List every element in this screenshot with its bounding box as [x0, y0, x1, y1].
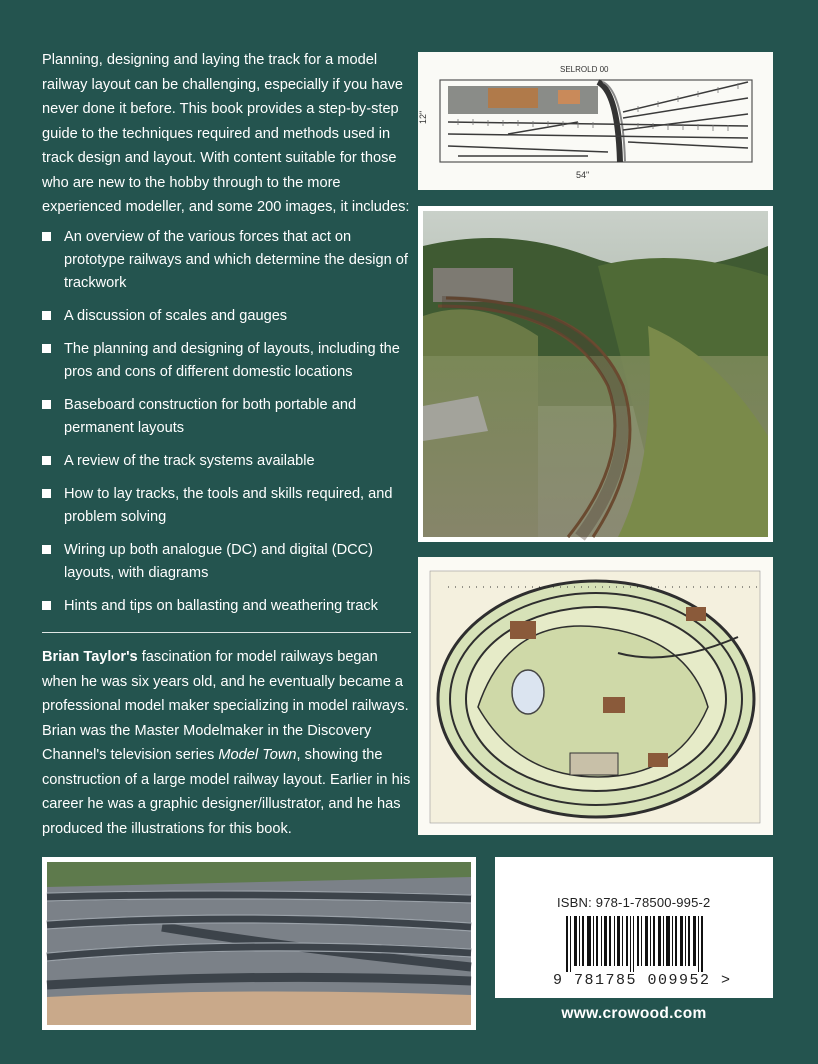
list-item: Wiring up both analogue (DC) and digital (DCC) layouts, with diagrams: [42, 539, 414, 585]
section-divider: [42, 632, 411, 633]
bullet-square-icon: [42, 400, 51, 409]
author-bio: Brian Taylor's fascination for model railways began when he was six years old, and he eventually became a professional model maker specializing in model railways. Brian was the Master Modelmaker in the Discovery Channel's television series Model Town, showing the construction of a large model railway layout. Earlier in his career he was a graphic designer/illustrator, and he has produced the illustrations for this book.: [42, 649, 411, 837]
oval-layout-plan-image: [418, 557, 773, 835]
isbn-barcode-panel: [495, 857, 773, 1030]
curved-track-photo-image: [418, 206, 773, 542]
sketch-width-label: 54": [576, 170, 590, 180]
bullet-square-icon: [42, 344, 51, 353]
bullet-square-icon: [42, 456, 51, 465]
bullet-square-icon: [42, 601, 51, 610]
isbn-number: ISBN: 978-1-78500-995-2: [557, 895, 711, 910]
list-item: A discussion of scales and gauges: [42, 305, 414, 328]
barcode-graphic: [566, 916, 704, 972]
list-item: The planning and designing of layouts, including the pros and cons of different domestic locations: [42, 338, 414, 384]
show-title: Model Town: [218, 747, 297, 763]
author-name: Brian Taylor's: [42, 649, 138, 665]
sketch-title-label: SELROLD 00: [560, 65, 609, 74]
list-item: An overview of the various forces that act on prototype railways and which determine the design of trackwork: [42, 226, 414, 295]
bullet-square-icon: [42, 545, 51, 554]
list-item: How to lay tracks, the tools and skills required, and problem solving: [42, 483, 414, 529]
list-item: A review of the track systems available: [42, 450, 414, 473]
barcode-digits: 9 781785 009952 >: [553, 972, 732, 989]
feature-list: [42, 226, 414, 628]
track-plan-sketch-image: [418, 52, 773, 190]
list-item: Baseboard construction for both portable and permanent layouts: [42, 394, 414, 440]
bullet-square-icon: [42, 232, 51, 241]
points-trackwork-photo-image: [42, 857, 476, 1030]
intro-paragraph: Planning, designing and laying the track for a model railway layout can be challenging, especially if you have never done it before. This book provides a step-by-step guide to the techniques required and methods used in track design and layout. With content suitable for those who are new to the hobby through to the more experienced modeller, and some 200 images, it includes:: [42, 52, 410, 215]
sketch-height-label: 12": [418, 110, 428, 124]
bullet-square-icon: [42, 311, 51, 320]
bullet-square-icon: [42, 489, 51, 498]
list-item: Hints and tips on ballasting and weathering track: [42, 595, 414, 618]
publisher-website[interactable]: www.crowood.com: [495, 998, 773, 1030]
